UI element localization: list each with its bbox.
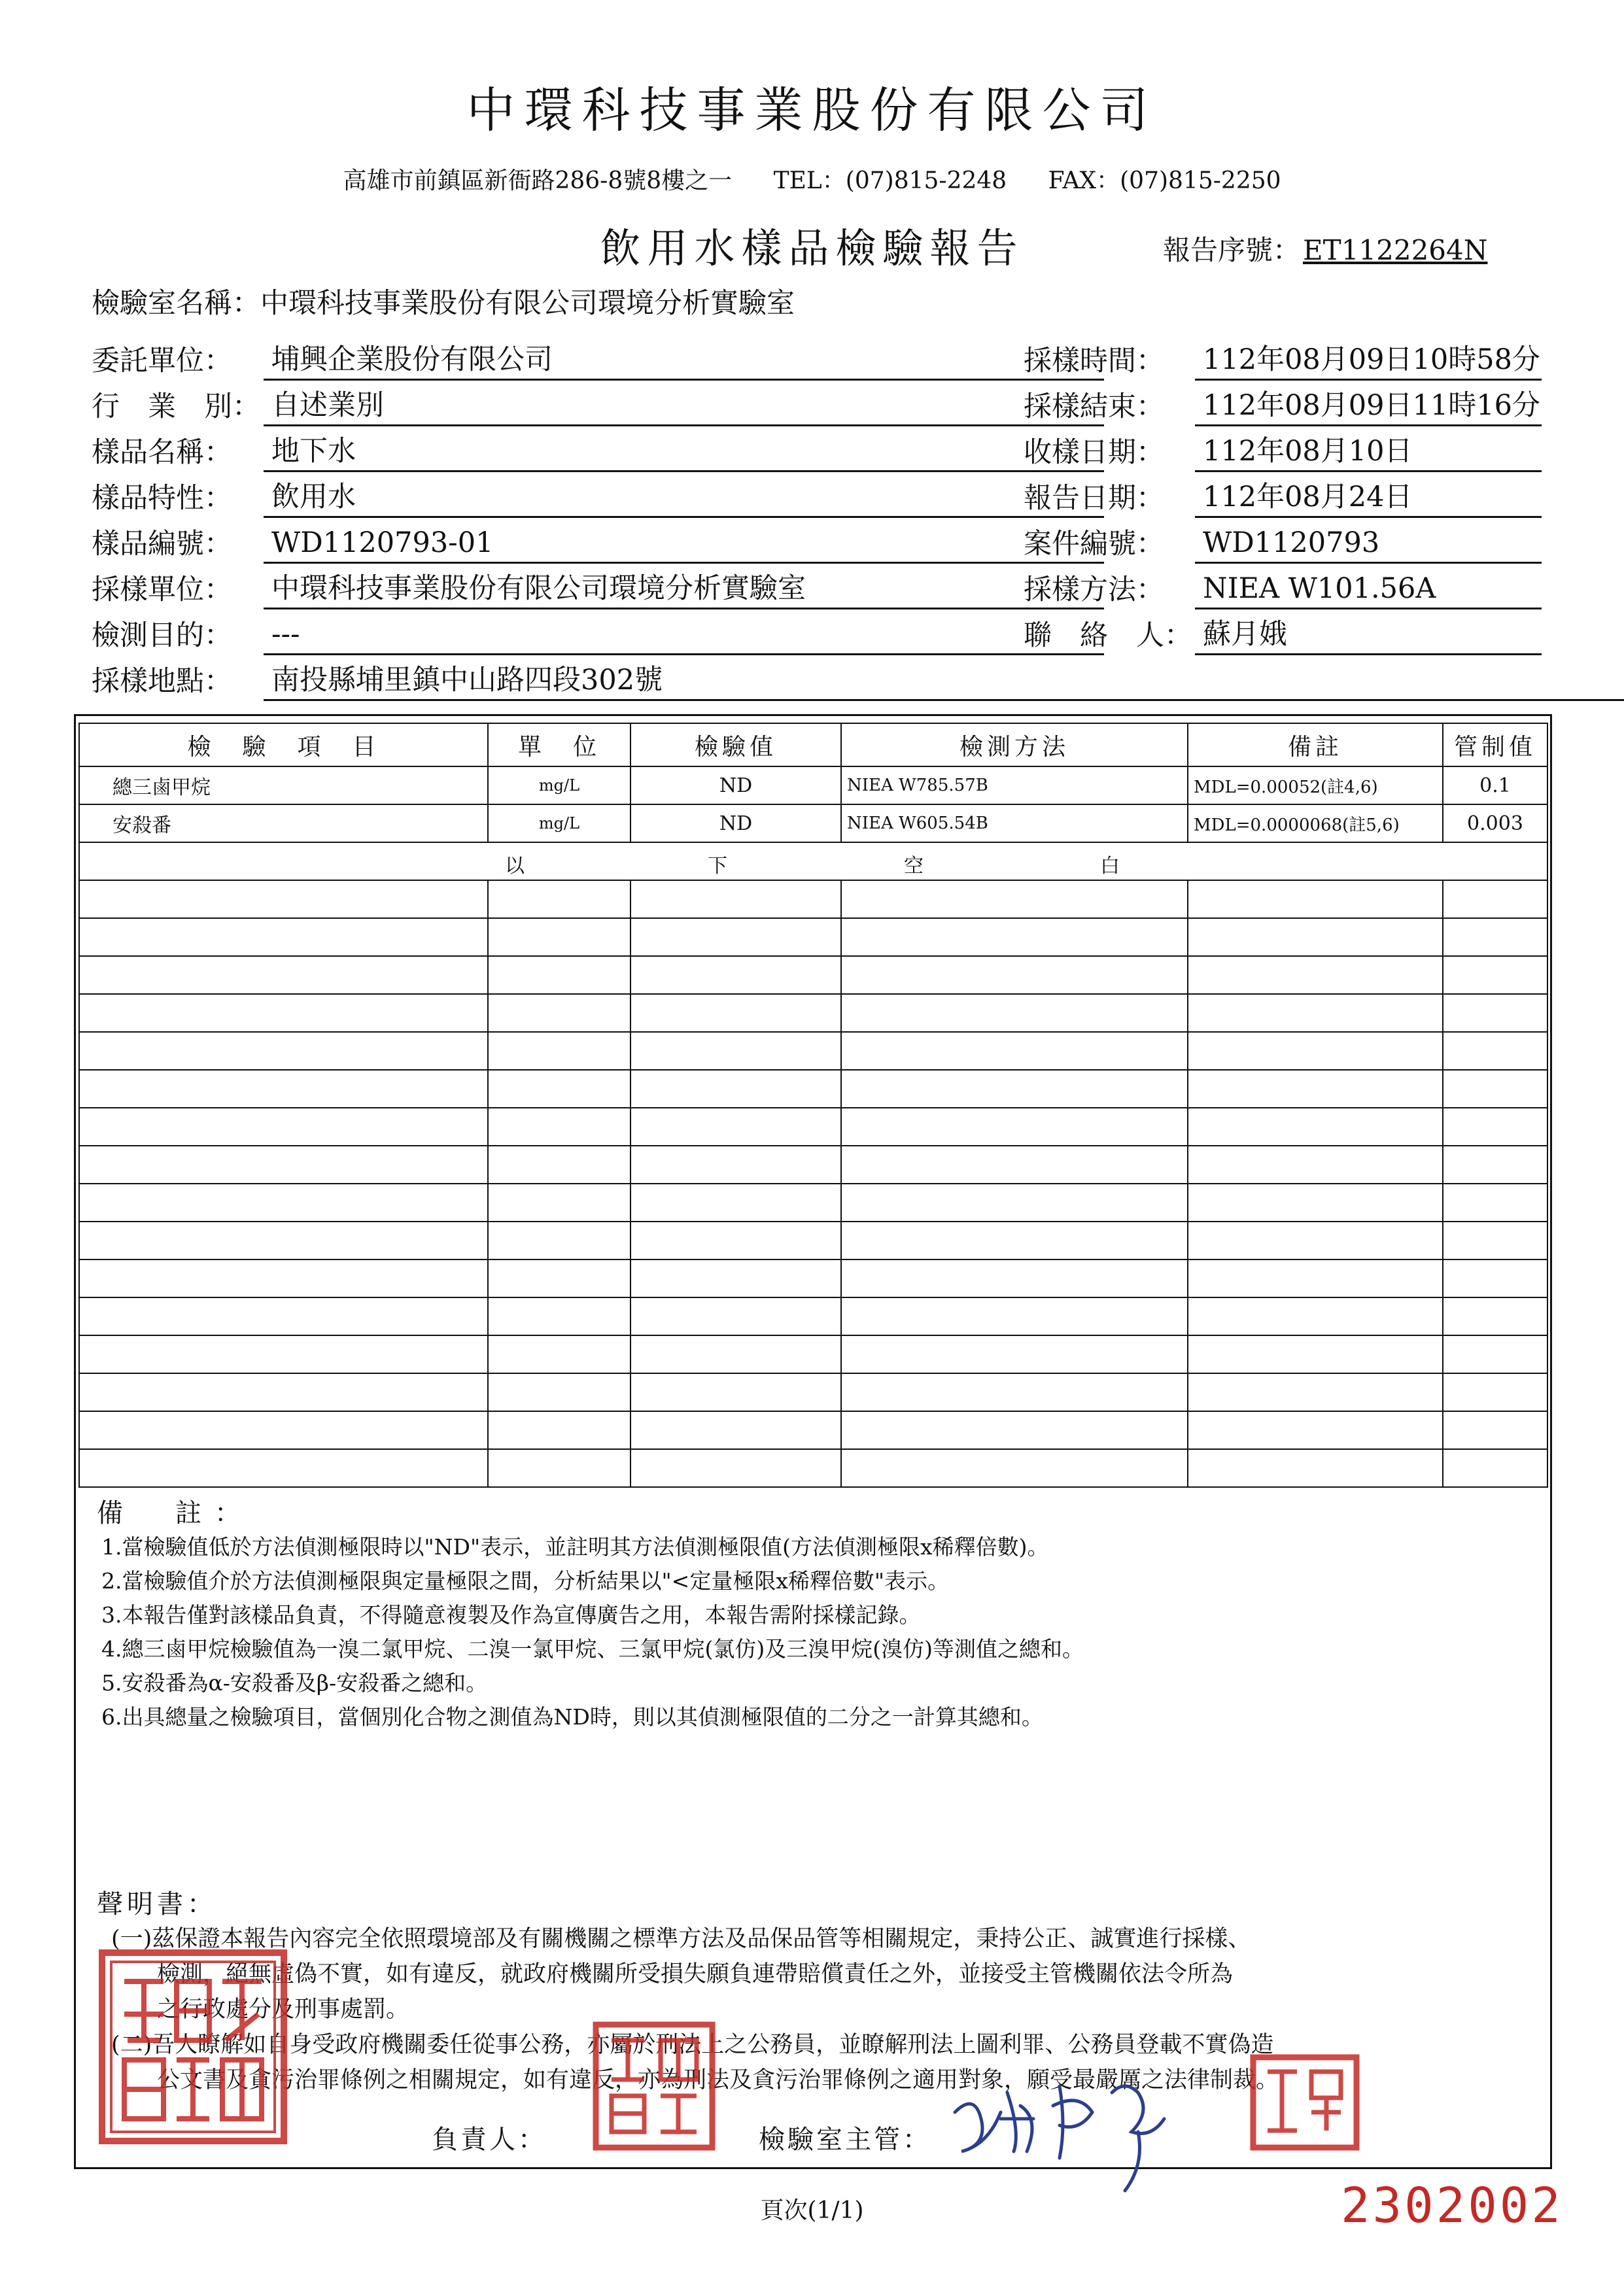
field-value: 地下水 <box>264 433 1104 472</box>
empty-cell <box>79 956 488 994</box>
empty-cell <box>79 1335 488 1373</box>
declaration-line: 之行政處分及刑事處罰。 <box>111 1996 409 2023</box>
field-value: 埔興企業股份有限公司 <box>264 341 1104 381</box>
empty-table-row <box>79 1184 1547 1222</box>
empty-cell <box>1188 918 1443 956</box>
field-label: 行 業 別： <box>92 390 260 423</box>
field-label: 報告日期： <box>1024 482 1164 515</box>
report-title: 飲用水樣品檢驗報告 <box>600 224 1024 272</box>
empty-cell <box>1443 1070 1547 1108</box>
empty-cell <box>631 1146 841 1184</box>
empty-cell <box>631 1411 841 1449</box>
cell-limit: 0.1 <box>1443 766 1547 804</box>
empty-cell <box>841 1335 1188 1373</box>
empty-table-row <box>79 1449 1547 1487</box>
table-header-row <box>79 723 1547 766</box>
empty-cell <box>841 956 1188 994</box>
field-label: 檢測目的： <box>92 619 232 652</box>
empty-table-row <box>79 918 1547 956</box>
cell-note: MDL=0.0000068(註5,6) <box>1188 804 1443 842</box>
cell-value: ND <box>631 804 841 842</box>
end-marker-char: 空 <box>904 855 924 878</box>
report-serial-value: ET1122264N <box>1303 234 1488 266</box>
declaration-line: (二)吾人瞭解如自身受政府機關委任從事公務，亦屬於刑法上之公務員，並瞭解刑法上圖利罪、公務員登載不實偽造 <box>111 2032 1274 2058</box>
empty-table-row <box>79 956 1547 994</box>
empty-table-row <box>79 1222 1547 1259</box>
empty-cell <box>1188 1411 1443 1449</box>
empty-cell <box>631 880 841 918</box>
field-label: 委託單位： <box>92 345 232 377</box>
empty-cell <box>1188 1335 1443 1373</box>
empty-cell <box>631 956 841 994</box>
note-item: 4.總三鹵甲烷檢驗值為一溴二氯甲烷、二溴一氯甲烷、三氯甲烷(氯仿)及三溴甲烷(溴仿)等測值之總和。 <box>101 1636 1084 1662</box>
empty-cell <box>841 1411 1188 1449</box>
note-item: 2.當檢驗值介於方法偵測極限與定量極限之間，分析結果以"<定量極限x稀釋倍數"表示。 <box>101 1568 950 1594</box>
field-label: 樣品名稱： <box>92 436 232 469</box>
field-label: 採樣結束： <box>1024 390 1164 423</box>
note-item: 5.安殺番為α-安殺番及β-安殺番之總和。 <box>101 1670 488 1696</box>
empty-cell <box>1188 1184 1443 1222</box>
cell-limit: 0.003 <box>1443 804 1547 842</box>
empty-cell <box>1443 1411 1547 1449</box>
empty-table-row <box>79 1146 1547 1184</box>
empty-cell <box>1443 1222 1547 1259</box>
column-header: 檢驗值 <box>631 723 841 766</box>
empty-table-row <box>79 1070 1547 1108</box>
empty-cell <box>1443 1146 1547 1184</box>
notes-heading: 備 註： <box>97 1498 254 1528</box>
empty-cell <box>1188 1449 1443 1487</box>
empty-table-row <box>79 1032 1547 1070</box>
empty-cell <box>1443 1449 1547 1487</box>
responsible-person-label: 負責人： <box>432 2125 547 2155</box>
empty-cell <box>841 1070 1188 1108</box>
empty-cell <box>631 1449 841 1487</box>
field-label: 收樣日期： <box>1024 436 1164 469</box>
empty-cell <box>488 1449 631 1487</box>
field-label: 樣品編號： <box>92 528 232 560</box>
empty-cell <box>488 1108 631 1146</box>
empty-cell <box>1443 1335 1547 1373</box>
empty-cell <box>631 994 841 1032</box>
empty-cell <box>631 918 841 956</box>
field-label: 樣品特性： <box>92 482 232 515</box>
cell-item: 安殺番 <box>79 804 488 842</box>
address: 高雄市前鎮區新衙路286-8號8樓之一 <box>343 167 733 194</box>
field-value: 蘇月娥 <box>1195 616 1542 655</box>
cell-method: NIEA W605.54B <box>841 804 1188 842</box>
empty-cell <box>79 1411 488 1449</box>
notes-list <box>101 1530 1084 1734</box>
empty-cell <box>488 1373 631 1411</box>
empty-cell <box>488 880 631 918</box>
empty-table-row <box>79 1108 1547 1146</box>
declaration-line: (一)茲保證本報告內容完全依照環境部及有關機關之標準方法及品保品管等相關規定，秉持公正、誠實進行採樣、 <box>111 1926 1251 1952</box>
results-table <box>78 723 1548 1488</box>
empty-cell <box>79 918 488 956</box>
empty-cell <box>841 1373 1188 1411</box>
field-value: 飲用水 <box>264 479 1104 518</box>
empty-cell <box>631 1335 841 1373</box>
column-header: 檢測方法 <box>841 723 1188 766</box>
empty-cell <box>488 1297 631 1335</box>
field-value: 112年08月09日10時58分 <box>1195 341 1542 381</box>
empty-cell <box>488 994 631 1032</box>
company-seal-stamp <box>98 1949 288 2145</box>
note-item: 3.本報告僅對該樣品負責，不得隨意複製及作為宣傳廣告之用，本報告需附採樣記錄。 <box>101 1602 921 1628</box>
empty-cell <box>79 1184 488 1222</box>
empty-table-row <box>79 880 1547 918</box>
supervisor-seal-stamp <box>1249 2053 1360 2151</box>
end-marker-char: 以 <box>505 855 525 878</box>
empty-cell <box>841 1108 1188 1146</box>
empty-cell <box>1188 1108 1443 1146</box>
field-label: 採樣單位： <box>92 574 232 606</box>
empty-table-row <box>79 994 1547 1032</box>
empty-cell <box>1443 918 1547 956</box>
empty-cell <box>488 1411 631 1449</box>
end-marker-row <box>79 842 1547 880</box>
empty-cell <box>1188 1070 1443 1108</box>
empty-cell <box>79 994 488 1032</box>
empty-cell <box>1188 1297 1443 1335</box>
empty-cell <box>841 880 1188 918</box>
column-header: 檢 驗 項 目 <box>79 723 488 766</box>
empty-table-row <box>79 1335 1547 1373</box>
empty-cell <box>841 1184 1188 1222</box>
report-serial-label: 報告序號： <box>1163 234 1301 266</box>
company-address-line <box>0 162 1624 196</box>
empty-cell <box>79 1032 488 1070</box>
company-name: 中環科技事業股份有限公司 <box>466 82 1158 139</box>
field-value: WD1120793-01 <box>264 524 1104 564</box>
empty-cell <box>1188 1032 1443 1070</box>
field-value: 112年08月09日11時16分 <box>1195 387 1542 426</box>
cell-value: ND <box>631 766 841 804</box>
empty-cell <box>79 1373 488 1411</box>
column-header: 單 位 <box>488 723 631 766</box>
empty-cell <box>79 880 488 918</box>
field-value: --- <box>264 616 1104 655</box>
empty-cell <box>79 1297 488 1335</box>
empty-cell <box>1188 956 1443 994</box>
empty-cell <box>1443 1259 1547 1297</box>
empty-cell <box>1443 994 1547 1032</box>
empty-cell <box>631 1259 841 1297</box>
lab-supervisor-label: 檢驗室主管： <box>759 2125 931 2155</box>
field-label: 採樣方法： <box>1024 574 1164 606</box>
field-value: 自述業別 <box>264 387 1104 426</box>
empty-table-row <box>79 1297 1547 1335</box>
empty-table-row <box>79 1259 1547 1297</box>
field-label: 採樣地點： <box>92 665 232 698</box>
empty-cell <box>631 1032 841 1070</box>
empty-cell <box>488 1259 631 1297</box>
empty-cell <box>631 1297 841 1335</box>
empty-cell <box>1188 1259 1443 1297</box>
field-label: 採樣時間： <box>1024 345 1164 377</box>
empty-cell <box>631 1108 841 1146</box>
responsible-person-seal-stamp <box>592 2021 716 2151</box>
fax: FAX：(07)815-2250 <box>1048 167 1281 194</box>
empty-cell <box>841 1449 1188 1487</box>
empty-cell <box>1443 1297 1547 1335</box>
empty-cell <box>79 1146 488 1184</box>
empty-cell <box>841 1222 1188 1259</box>
supervisor-signature <box>942 2066 1217 2197</box>
empty-cell <box>1443 880 1547 918</box>
empty-cell <box>488 1222 631 1259</box>
stamp-number: 2302002 <box>1341 2178 1563 2234</box>
empty-cell <box>1188 1222 1443 1259</box>
empty-cell <box>1443 1032 1547 1070</box>
empty-cell <box>79 1108 488 1146</box>
empty-cell <box>1188 880 1443 918</box>
column-header: 管制值 <box>1443 723 1547 766</box>
empty-cell <box>631 1222 841 1259</box>
page-number: 頁次(1/1) <box>760 2197 864 2224</box>
empty-cell <box>1443 1108 1547 1146</box>
empty-cell <box>841 918 1188 956</box>
empty-cell <box>488 956 631 994</box>
end-marker-char: 白 <box>1100 855 1120 878</box>
cell-unit: mg/L <box>488 766 631 804</box>
report-serial <box>1163 229 1488 268</box>
field-label: 案件編號： <box>1024 528 1164 560</box>
field-value: WD1120793 <box>1195 524 1542 564</box>
blank-rows <box>79 880 1547 1487</box>
empty-cell <box>79 1222 488 1259</box>
empty-cell <box>841 1032 1188 1070</box>
field-value: 112年08月24日 <box>1195 479 1542 518</box>
empty-cell <box>1188 994 1443 1032</box>
lab-name: 檢驗室名稱：中環科技事業股份有限公司環境分析實驗室 <box>92 287 795 320</box>
empty-cell <box>1188 1146 1443 1184</box>
empty-cell <box>488 1184 631 1222</box>
empty-cell <box>488 1032 631 1070</box>
declaration-line: 檢測，絕無虛偽不實，如有違反，就政府機關所受損失願負連帶賠償責任之外，並接受主管機關依法令所為 <box>111 1961 1234 1987</box>
field-value: NIEA W101.56A <box>1195 570 1542 609</box>
cell-method: NIEA W785.57B <box>841 766 1188 804</box>
end-marker-char: 下 <box>708 855 727 878</box>
empty-cell <box>841 1297 1188 1335</box>
empty-cell <box>79 1449 488 1487</box>
column-header: 備註 <box>1188 723 1443 766</box>
note-item: 1.當檢驗值低於方法偵測極限時以"ND"表示，並註明其方法偵測極限值(方法偵測極限x稀釋倍數)。 <box>101 1534 1049 1560</box>
empty-cell <box>841 1146 1188 1184</box>
table-row <box>79 766 1547 804</box>
declaration-line: 公文書及貪污治罪條例之相關規定，如有違反，亦為刑法及貪污治罪條例之適用對象，願受最嚴厲之法律制裁。 <box>111 2067 1279 2093</box>
empty-cell <box>1188 1373 1443 1411</box>
empty-table-row <box>79 1411 1547 1449</box>
empty-table-row <box>79 1373 1547 1411</box>
empty-cell <box>79 1070 488 1108</box>
empty-cell <box>631 1373 841 1411</box>
empty-cell <box>488 1070 631 1108</box>
empty-cell <box>488 918 631 956</box>
cell-unit: mg/L <box>488 804 631 842</box>
empty-cell <box>841 1259 1188 1297</box>
table-row <box>79 804 1547 842</box>
empty-cell <box>1443 1184 1547 1222</box>
empty-cell <box>488 1335 631 1373</box>
field-value: 中環科技事業股份有限公司環境分析實驗室 <box>264 570 1104 609</box>
empty-cell <box>1443 956 1547 994</box>
empty-cell <box>841 994 1188 1032</box>
field-value: 南投縣埔里鎮中山路四段302號 <box>264 662 1624 701</box>
empty-cell <box>1443 1373 1547 1411</box>
field-label: 聯 絡 人： <box>1024 619 1192 652</box>
declaration-heading: 聲明書： <box>97 1889 217 1919</box>
cell-item: 總三鹵甲烷 <box>79 766 488 804</box>
empty-cell <box>631 1184 841 1222</box>
telephone: TEL：(07)815-2248 <box>773 167 1007 194</box>
empty-cell <box>631 1070 841 1108</box>
empty-cell <box>488 1146 631 1184</box>
empty-cell <box>79 1259 488 1297</box>
cell-note: MDL=0.00052(註4,6) <box>1188 766 1443 804</box>
field-value: 112年08月10日 <box>1195 433 1542 472</box>
note-item: 6.出具總量之檢驗項目，當個別化合物之測值為ND時，則以其偵測極限值的二分之一計算其總和。 <box>101 1704 1043 1730</box>
